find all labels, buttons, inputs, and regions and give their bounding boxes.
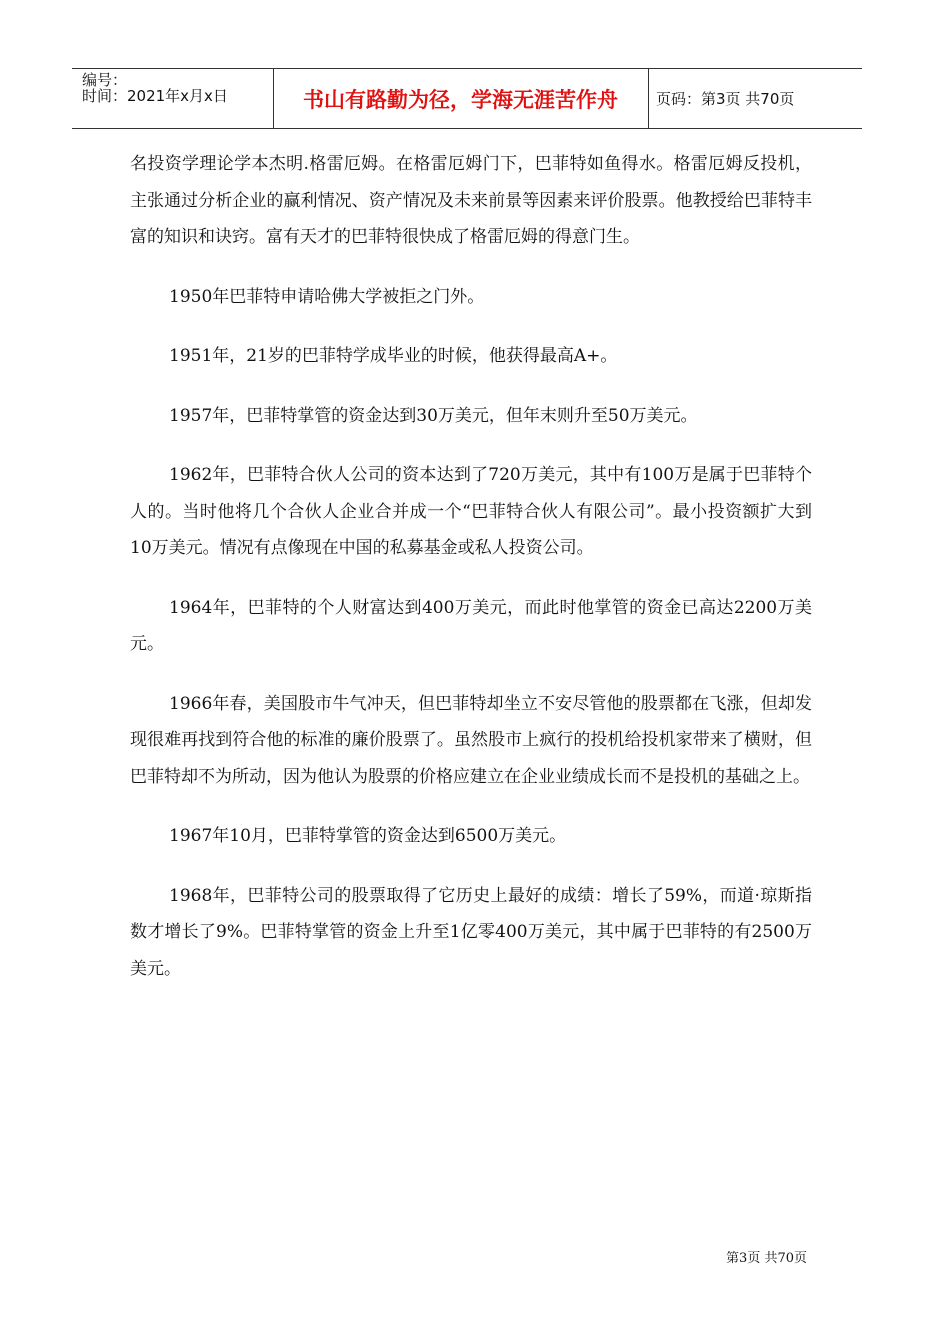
paragraph: 名投资学理论学本杰明.格雷厄姆。在格雷厄姆门下，巴菲特如鱼得水。格雷厄姆反投机，主张通过分析企业的赢利情况、资产情况及未来前景等因素来评价股票。他教授给巴菲特丰富的知识和诀窍。富有天才的巴菲特很快成了格雷厄姆的得意门生。 (130, 154, 812, 247)
paragraph: 1968年，巴菲特公司的股票取得了它历史上最好的成绩：增长了59%，而道·琼斯指数才增长了9%。巴菲特掌管的资金上升至1亿零400万美元，其中属于巴菲特的有2500万美元。 (130, 885, 812, 979)
paragraph: 1966年春，美国股市牛气冲天，但巴菲特却坐立不安尽管他的股票都在飞涨，但却发现很难再找到符合他的标准的廉价股票了。虽然股市上疯行的投机给投机家带来了横财，但巴菲特却不为所动，因为他认为股票的价格应建立在企业业绩成长而不是投机的基础之上。 (130, 693, 812, 787)
paragraph: 1967年10月，巴菲特掌管的资金达到6500万美元。 (169, 826, 567, 846)
paragraph: 1964年，巴菲特的个人财富达到400万美元，而此时他掌管的资金已高达2200万美元。 (130, 597, 812, 654)
date-label: 时间：2021年x月x日 (82, 87, 228, 105)
header-page-info: 页码：第3页 共70页 (656, 90, 795, 108)
number-label: 编号： (82, 71, 128, 89)
document-body (130, 146, 812, 1010)
paragraph: 1957年，巴菲特掌管的资金达到30万美元，但年末则升至50万美元。 (169, 405, 698, 426)
paragraph: 1962年，巴菲特合伙人公司的资本达到了720万美元，其中有100万是属于巴菲特个人的。当时他将几个合伙人企业合并成一个“巴菲特合伙人有限公司”。最小投资额扩大到10万美元。情况有点像现在中国的私募基金或私人投资公司。 (130, 465, 812, 558)
paragraph: 1950年巴菲特申请哈佛大学被拒之门外。 (169, 286, 485, 307)
header-motto: 书山有路勤为径，学海无涯苦作舟 (273, 69, 649, 128)
page-header (72, 68, 862, 129)
paragraph: 1951年，21岁的巴菲特学成毕业的时候，他获得最高A+。 (169, 346, 618, 366)
header-meta-cell (72, 69, 274, 128)
page-footer: 第3页 共70页 (726, 1251, 807, 1266)
